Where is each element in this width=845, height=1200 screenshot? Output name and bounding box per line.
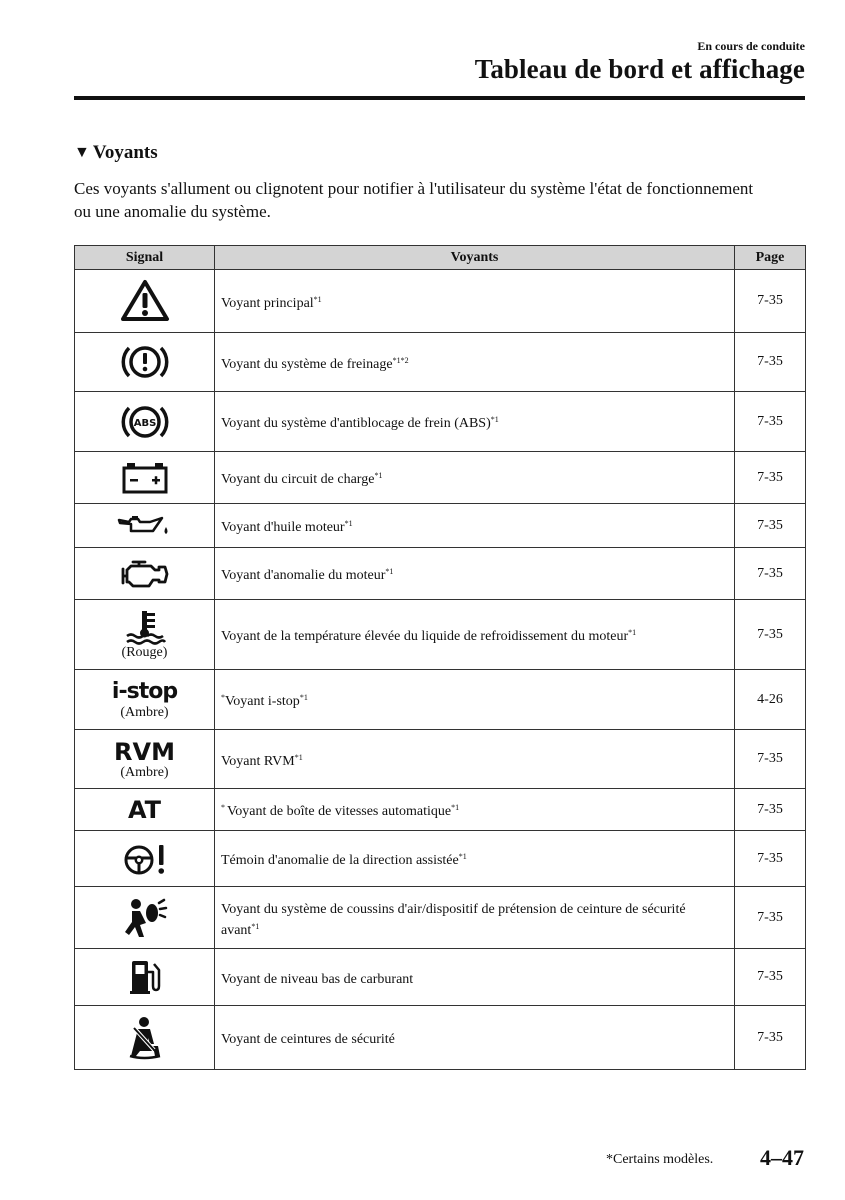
battery-icon (75, 461, 214, 495)
table-row (75, 600, 806, 670)
color-note: (Ambre) (120, 764, 169, 780)
table-row (75, 670, 806, 730)
row-label: Voyant RVM (221, 753, 295, 769)
row-page: 7-35 (735, 789, 806, 831)
row-label: Voyant i-stop (225, 694, 300, 709)
at-icon: AT (127, 795, 162, 824)
table-row (75, 504, 806, 548)
row-label: Voyant de niveau bas de carburant (221, 971, 414, 987)
column-header-signal: Signal (75, 246, 215, 270)
table-row (75, 452, 806, 504)
row-page: 7-35 (735, 1006, 806, 1070)
row-page: 7-35 (735, 730, 806, 789)
row-footnote: *1 (313, 294, 322, 304)
table-row (75, 887, 806, 949)
row-page: 7-35 (735, 831, 806, 887)
row-label: Voyant de la température élevée du liquide de refroidissement du moteur (221, 629, 629, 644)
color-note: (Rouge) (121, 645, 168, 660)
row-page: 7-35 (735, 600, 806, 670)
row-page: 7-35 (735, 270, 806, 333)
column-header-page: Page (735, 246, 806, 270)
row-label: Voyant du système de freinage (221, 356, 393, 372)
row-page: 7-35 (735, 333, 806, 392)
heading-text: Voyants (92, 142, 158, 163)
row-label: Voyant d'huile moteur (221, 520, 345, 535)
page-title: Tableau de bord et affichage (474, 54, 805, 84)
row-footnote: *1 (385, 567, 394, 576)
row-label: Voyant principal (221, 295, 314, 311)
row-label: Voyant de boîte de vitesses automatique (227, 804, 452, 819)
row-prefix: * (221, 803, 227, 812)
table-row (75, 730, 806, 789)
table-row (75, 949, 806, 1006)
row-page: 7-35 (735, 392, 806, 452)
row-page: 4-26 (735, 670, 806, 730)
oil-can-icon (75, 514, 214, 538)
row-label: Voyant de ceintures de sécurité (221, 1032, 395, 1047)
title-rule (74, 96, 805, 100)
table-row (75, 831, 806, 887)
table-row (75, 789, 806, 831)
warning-lights-table (74, 245, 806, 1070)
row-footnote: *1 (299, 693, 308, 702)
row-page: 7-35 (735, 504, 806, 548)
rvm-icon: RVM (114, 737, 175, 766)
master-warning-icon (75, 279, 214, 323)
row-footnote: *1 (374, 471, 383, 480)
table-row (75, 1006, 806, 1070)
table-row (75, 333, 806, 392)
row-footnote: *1 (490, 415, 499, 424)
row-label: Voyant du circuit de charge (221, 472, 375, 487)
footnote: *Certains modèles. (606, 1152, 714, 1167)
triangle-down-icon: ▼ (74, 144, 90, 161)
row-page: 7-35 (735, 548, 806, 600)
i-stop-icon: i-stop (111, 679, 178, 704)
power-steering-icon (75, 841, 214, 877)
row-prefix: * (221, 693, 225, 702)
row-footnote: *1 (251, 921, 260, 931)
table-row (75, 270, 806, 333)
abs-icon-label: ABS (133, 417, 156, 429)
column-header-voyants: Voyants (215, 246, 735, 270)
row-label: Voyant du système de coussins d'air/dispositif de prétension de ceinture de sécurité avant (221, 901, 686, 938)
row-footnote: *1 (294, 752, 303, 762)
section-label: En cours de conduite (697, 39, 805, 53)
section-heading (74, 142, 158, 164)
row-footnote: *1 (451, 803, 460, 812)
row-page: 7-35 (735, 887, 806, 949)
table-row (75, 392, 806, 452)
table-header-row (75, 246, 806, 270)
intro-paragraph: Ces voyants s'allument ou clignotent pour notifier à l'utilisateur du système l'état de fonctionnement ou une anomalie du système. (74, 179, 754, 221)
airbag-icon (75, 897, 214, 939)
row-label: Voyant d'anomalie du moteur (221, 568, 386, 583)
row-footnote: *1 (458, 852, 467, 861)
row-page: 7-35 (735, 452, 806, 504)
row-footnote: *1 (628, 628, 637, 637)
brake-system-icon (75, 340, 214, 384)
row-label: Témoin d'anomalie de la direction assistée (221, 853, 459, 868)
coolant-temperature-icon (123, 609, 167, 645)
abs-icon (75, 400, 214, 444)
row-footnote: *1 (344, 519, 353, 528)
seat-belt-icon (75, 1016, 214, 1060)
row-label: Voyant du système d'antiblocage de frein (ABS) (221, 416, 491, 431)
color-note: (Ambre) (120, 705, 169, 720)
page-number: 4–47 (760, 1145, 804, 1170)
row-page: 7-35 (735, 949, 806, 1006)
row-footnote: *1*2 (392, 355, 409, 365)
table-row (75, 548, 806, 600)
fuel-pump-icon (75, 958, 214, 996)
engine-icon (75, 558, 214, 590)
